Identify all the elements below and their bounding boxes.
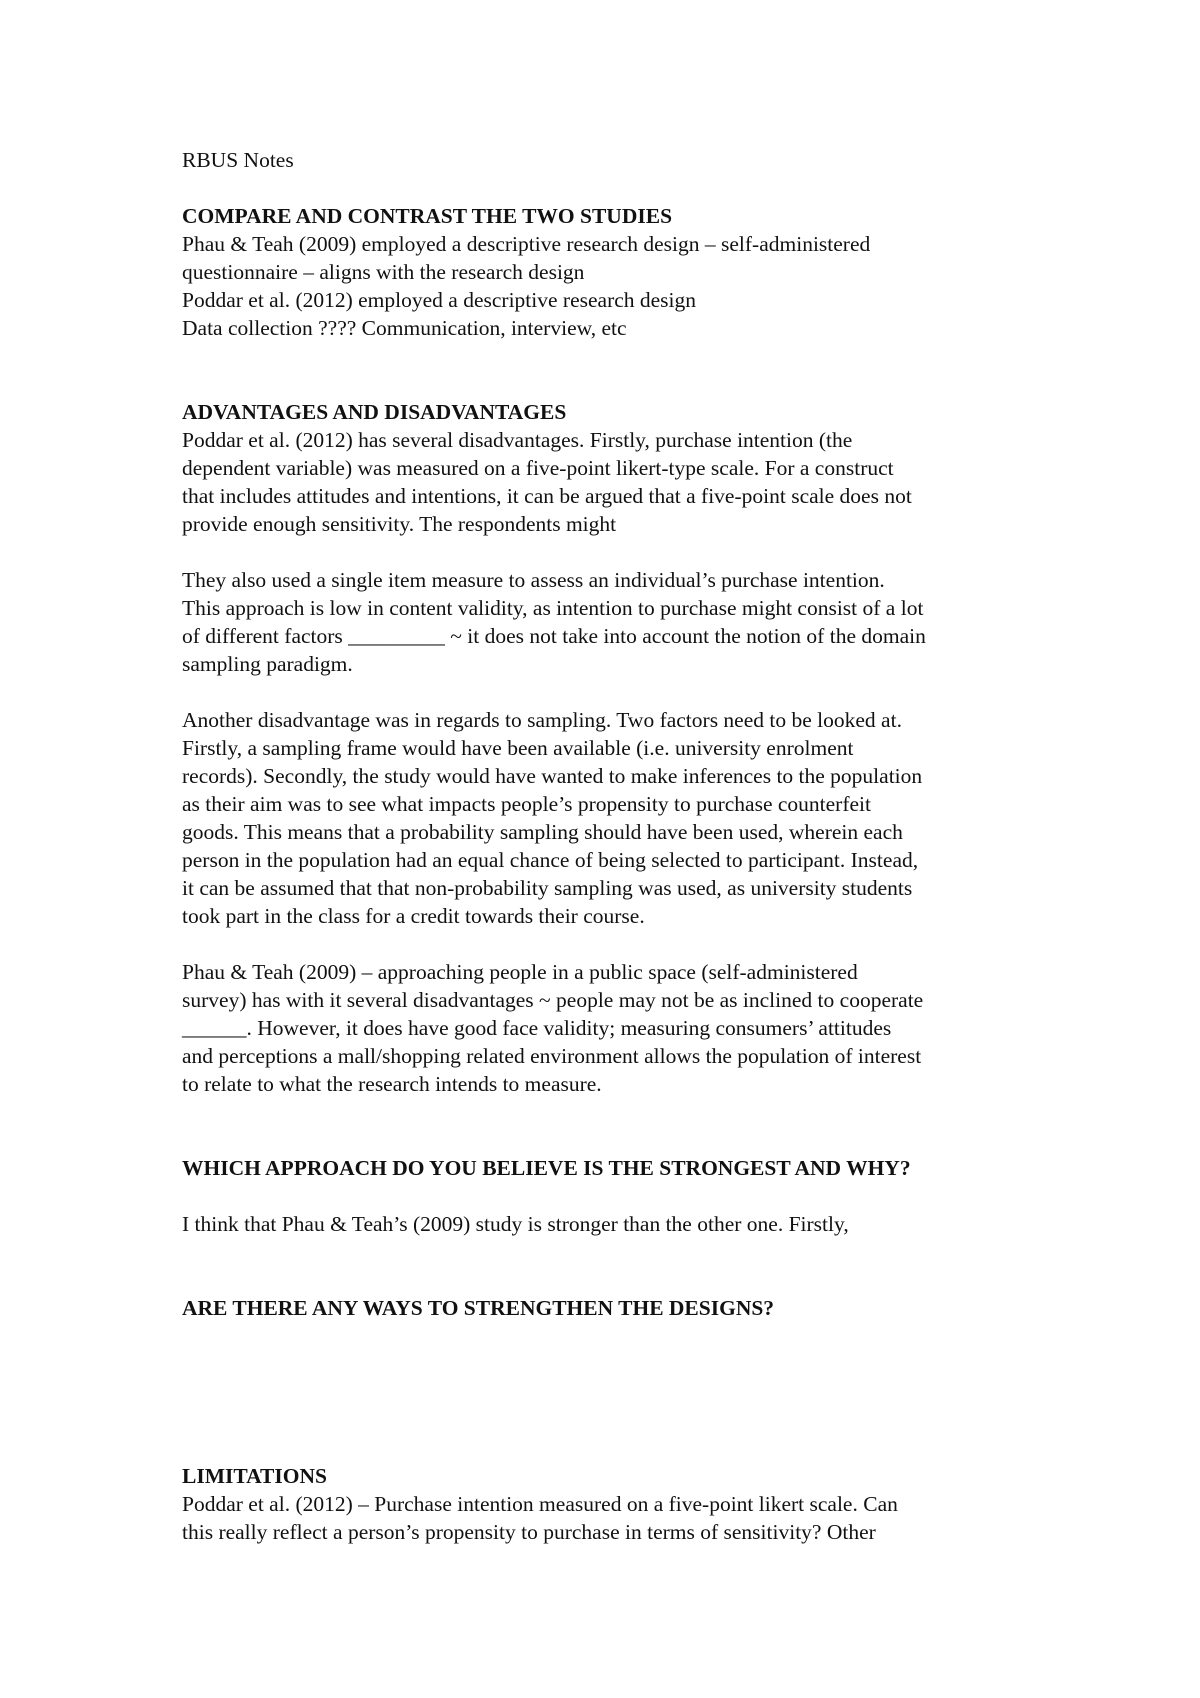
text-line: sampling paradigm. bbox=[182, 652, 353, 676]
spacer bbox=[182, 1434, 1062, 1462]
text-line: They also used a single item measure to assess an individual’s purchase intention. bbox=[182, 568, 885, 592]
section-heading-strongest: WHICH APPROACH DO YOU BELIEVE IS THE STRONGEST AND WHY? bbox=[182, 1156, 911, 1180]
paragraph-advantages-3 bbox=[182, 706, 1062, 930]
text-line: ______. However, it does have good face validity; measuring consumers’ attitudes bbox=[182, 1016, 892, 1040]
spacer bbox=[182, 538, 1062, 566]
text-line: that includes attitudes and intentions, it can be argued that a five-point scale does not bbox=[182, 484, 912, 508]
text-line: as their aim was to see what impacts people’s propensity to purchase counterfeit bbox=[182, 792, 871, 816]
spacer bbox=[182, 1322, 1062, 1434]
spacer bbox=[182, 342, 1062, 398]
text-line: survey) has with it several disadvantages ~ people may not be as inclined to cooperate bbox=[182, 988, 924, 1012]
text-line: questionnaire – aligns with the research design bbox=[182, 260, 585, 284]
text-line: person in the population had an equal chance of being selected to participant. Instead, bbox=[182, 848, 919, 872]
section-heading-limitations: LIMITATIONS bbox=[182, 1464, 327, 1488]
paragraph-limitations bbox=[182, 1490, 1062, 1546]
text-line: This approach is low in content validity, as intention to purchase might consist of a lot bbox=[182, 596, 924, 620]
text-line: I think that Phau & Teah’s (2009) study is stronger than the other one. Firstly, bbox=[182, 1212, 849, 1236]
paragraph-advantages-4 bbox=[182, 958, 1062, 1098]
text-line: Another disadvantage was in regards to sampling. Two factors need to be looked at. bbox=[182, 708, 902, 732]
text-line: of different factors _________ ~ it does not take into account the notion of the domain bbox=[182, 624, 926, 648]
text-line: took part in the class for a credit towards their course. bbox=[182, 904, 645, 928]
section-heading-compare: COMPARE AND CONTRAST THE TWO STUDIES bbox=[182, 204, 673, 228]
text-line: this really reflect a person’s propensity to purchase in terms of sensitivity? Other bbox=[182, 1520, 876, 1544]
text-line: records). Secondly, the study would have wanted to make inferences to the population bbox=[182, 764, 923, 788]
text-line: it can be assumed that that non-probability sampling was used, as university students bbox=[182, 876, 913, 900]
section-heading-strengthen: ARE THERE ANY WAYS TO STRENGTHEN THE DESIGNS? bbox=[182, 1296, 775, 1320]
text-line: and perceptions a mall/shopping related environment allows the population of interest bbox=[182, 1044, 922, 1068]
text-line: goods. This means that a probability sampling should have been used, wherein each bbox=[182, 820, 903, 844]
paragraph-advantages-2 bbox=[182, 566, 1062, 678]
text-line: provide enough sensitivity. The respondents might bbox=[182, 512, 617, 536]
document-body bbox=[182, 146, 1062, 1546]
spacer bbox=[182, 1182, 1062, 1210]
spacer bbox=[182, 174, 1062, 202]
paragraph-compare bbox=[182, 230, 1062, 342]
section-heading-advantages: ADVANTAGES AND DISADVANTAGES bbox=[182, 400, 567, 424]
spacer bbox=[182, 1098, 1062, 1154]
text-line: Firstly, a sampling frame would have been available (i.e. university enrolment bbox=[182, 736, 854, 760]
spacer bbox=[182, 930, 1062, 958]
paragraph-advantages-1 bbox=[182, 426, 1062, 538]
text-line: Poddar et al. (2012) employed a descriptive research design bbox=[182, 288, 697, 312]
text-line: Phau & Teah (2009) employed a descriptive research design – self-administered bbox=[182, 232, 871, 256]
spacer bbox=[182, 678, 1062, 706]
document-title: RBUS Notes bbox=[182, 148, 294, 172]
text-line: Phau & Teah (2009) – approaching people in a public space (self-administered bbox=[182, 960, 858, 984]
paragraph-strongest bbox=[182, 1210, 1062, 1238]
text-line: to relate to what the research intends to measure. bbox=[182, 1072, 602, 1096]
text-line: Data collection ???? Communication, interview, etc bbox=[182, 316, 627, 340]
spacer bbox=[182, 1238, 1062, 1294]
text-line: dependent variable) was measured on a five-point likert-type scale. For a construct bbox=[182, 456, 894, 480]
text-line: Poddar et al. (2012) has several disadvantages. Firstly, purchase intention (the bbox=[182, 428, 853, 452]
text-line: Poddar et al. (2012) – Purchase intention measured on a five-point likert scale. Can bbox=[182, 1492, 898, 1516]
